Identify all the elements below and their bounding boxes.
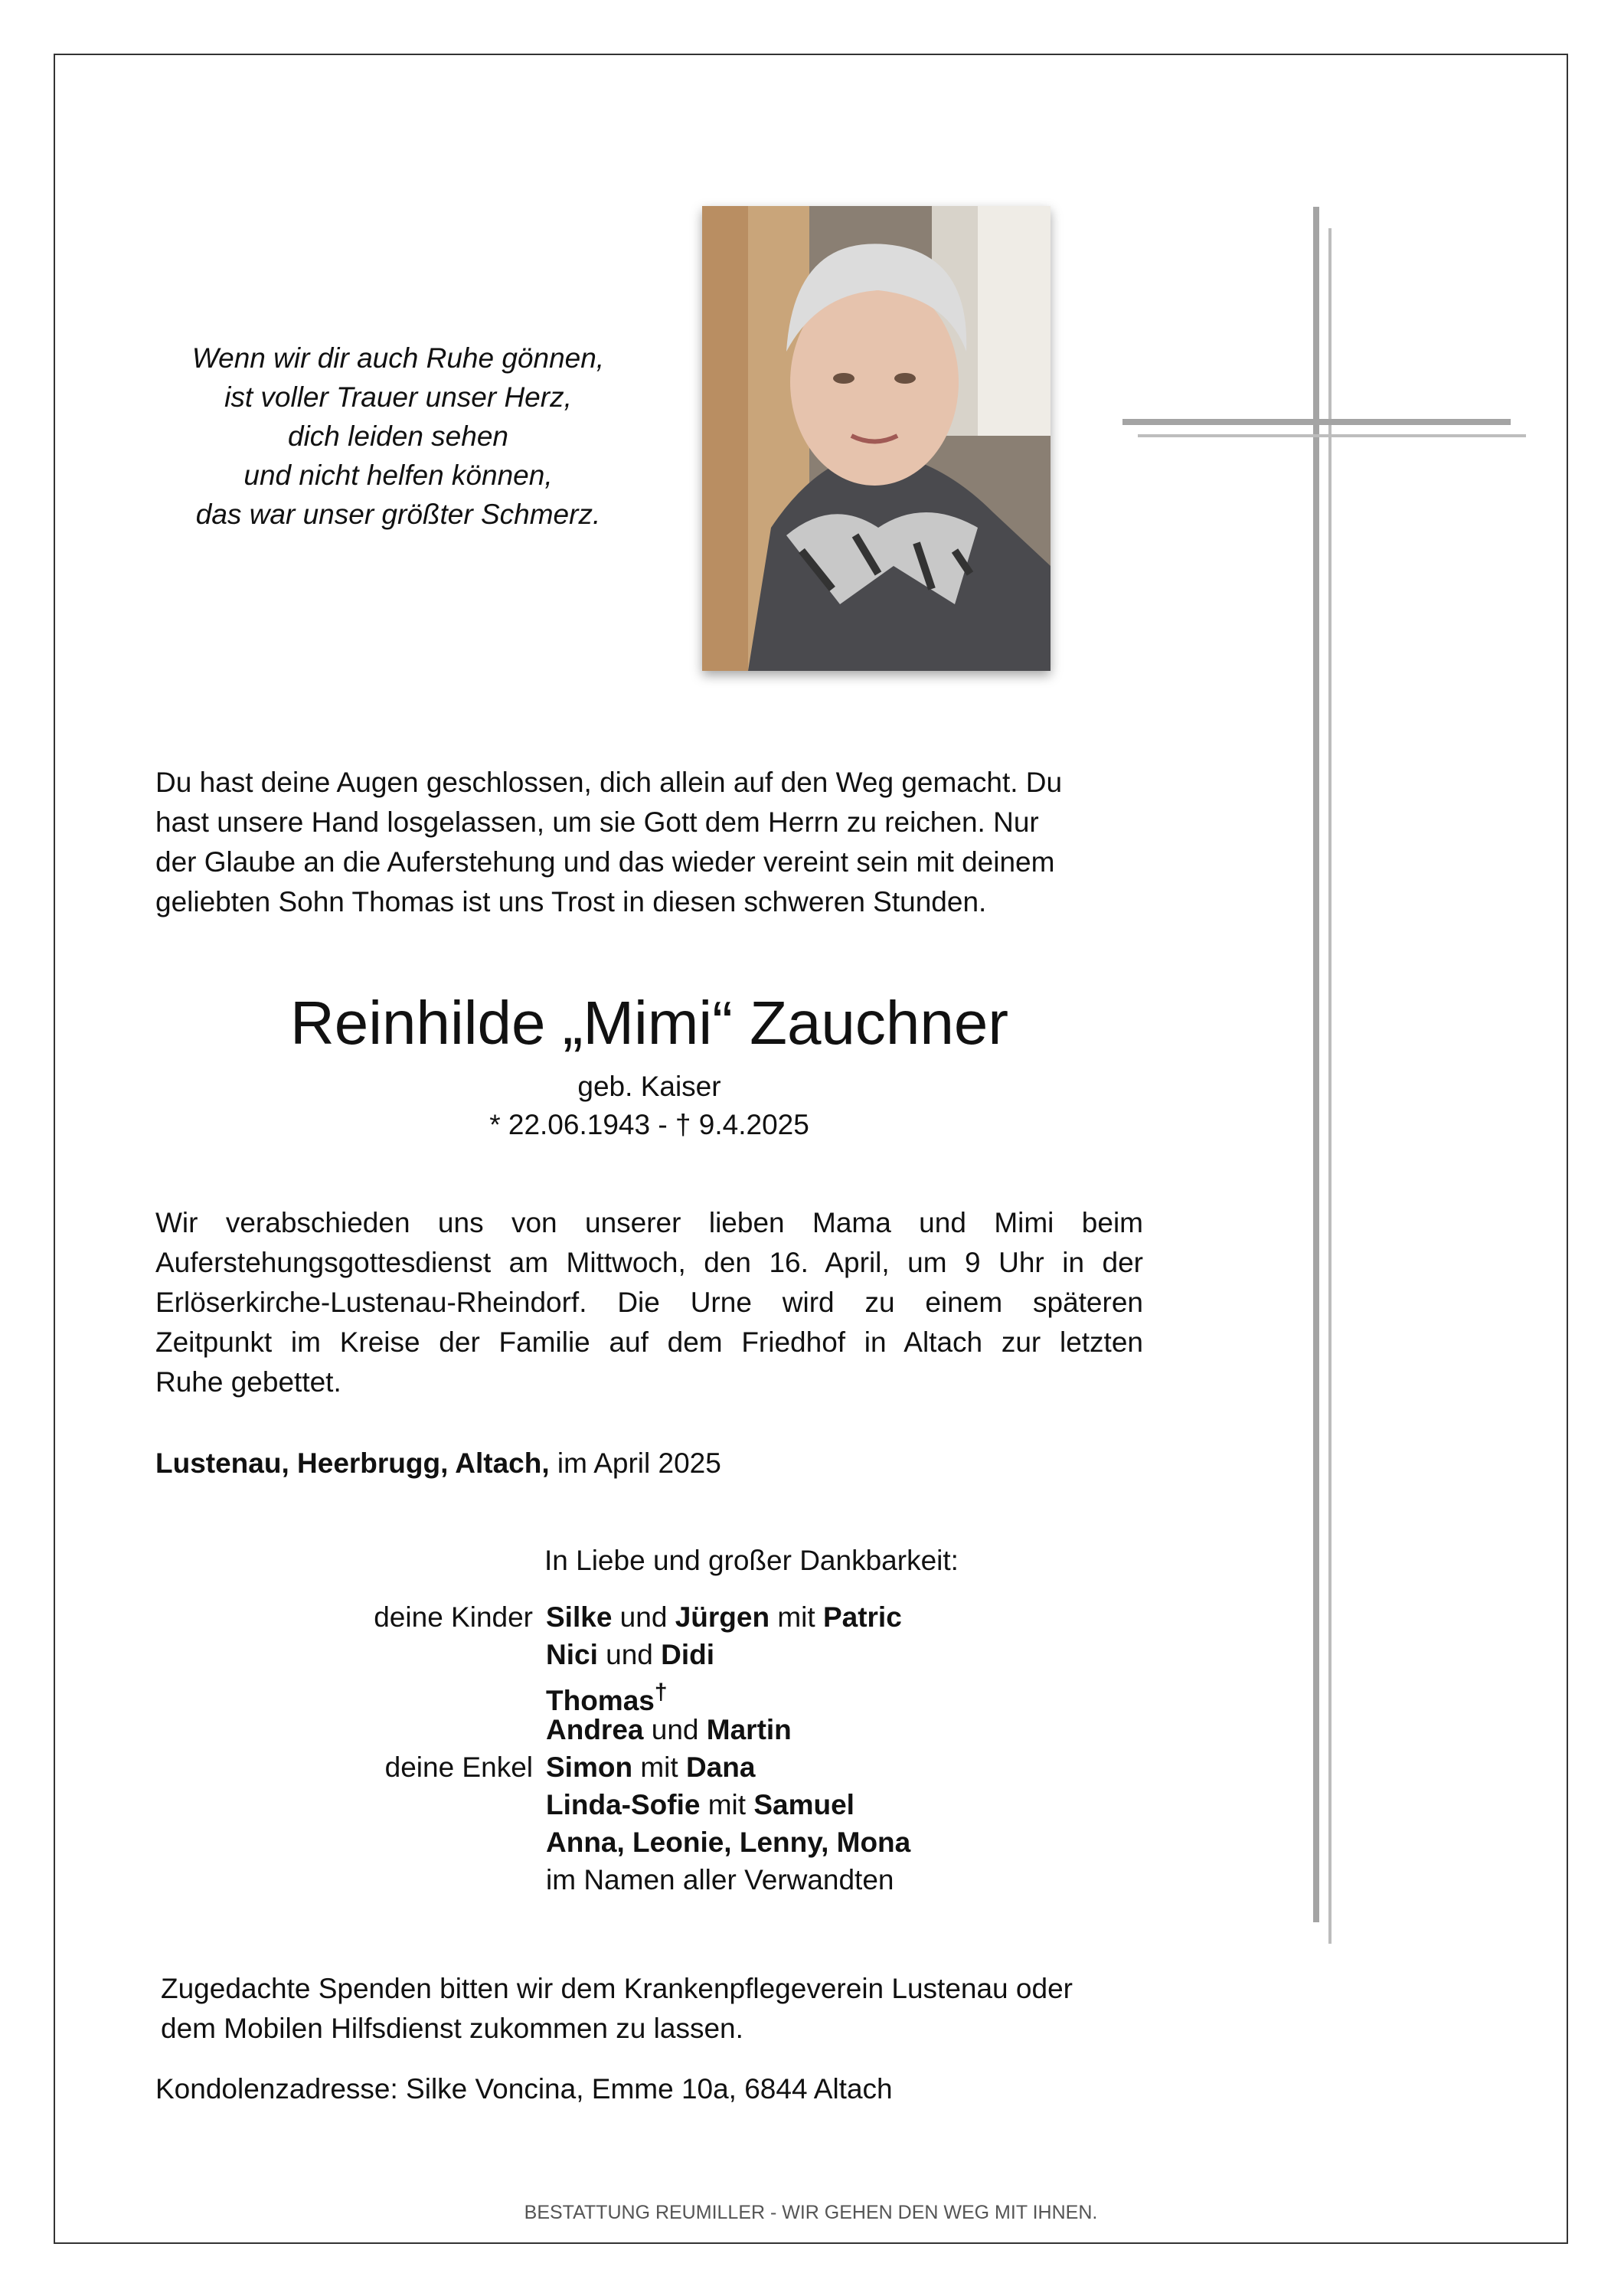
poem-line: dich leiden sehen <box>288 420 508 452</box>
family-name: Jürgen <box>675 1601 770 1633</box>
life-dates: * 22.06.1943 - † 9.4.2025 <box>489 1109 809 1140</box>
cross-vertical-bar <box>1313 207 1319 1922</box>
intro-paragraph <box>155 763 1143 922</box>
family-name: Dana <box>685 1751 756 1783</box>
birth-name: geb. Kaiser <box>577 1071 721 1102</box>
family-name: Anna, Leonie, Lenny, Mona <box>546 1827 911 1858</box>
family-connector: und <box>597 1639 662 1670</box>
family-name: Linda-Sofie <box>546 1789 701 1820</box>
place-date: im April 2025 <box>549 1447 721 1479</box>
family-connector: und <box>612 1601 675 1633</box>
family-name: Silke <box>546 1601 613 1633</box>
family-name: Samuel <box>753 1789 854 1820</box>
family-name: Patric <box>822 1601 902 1633</box>
family-name: Martin <box>706 1714 792 1745</box>
family-line <box>546 1711 792 1748</box>
poem-line: das war unser größter Schmerz. <box>195 499 601 530</box>
donations-line: Zugedachte Spenden bitten wir dem Krankenpflegeverein Lustenau oder <box>161 1973 1073 2004</box>
family-name: Simon <box>546 1751 633 1783</box>
poem-line: ist voller Trauer unser Herz, <box>224 381 572 413</box>
family-name: Nici <box>546 1639 598 1670</box>
farewell-line: Wir verabschieden uns von unserer lieben Mama und Mimi beim <box>155 1207 1143 1238</box>
family-line <box>546 1786 854 1823</box>
cross-vertical-shadow <box>1328 228 1332 1944</box>
family-name: Didi <box>661 1639 715 1670</box>
thanks-line: In Liebe und großer Dankbarkeit: <box>544 1545 959 1576</box>
intro-line: hast unsere Hand losgelassen, um sie Gott dem Herrn zu reichen. Nur <box>155 806 1039 838</box>
farewell-line: Ruhe gebettet. <box>155 1366 341 1398</box>
farewell-line: Zeitpunkt im Kreise der Familie auf dem Friedhof in Altach zur letzten <box>155 1326 1143 1358</box>
condolence-address: Kondolenzadresse: Silke Voncina, Emme 10a, 6844 Altach <box>155 2073 893 2105</box>
intro-line: der Glaube an die Auferstehung und das wieder vereint sein mit deinem <box>155 846 1055 878</box>
cross-horizontal-bar <box>1122 419 1511 425</box>
place-and-date <box>155 1444 721 1483</box>
cross-horizontal-shadow <box>1138 434 1526 437</box>
children-label: deine Kinder <box>374 1601 533 1633</box>
grandchildren-label: deine Enkel <box>384 1751 533 1783</box>
donations-note <box>161 1969 1073 2049</box>
donations-line: dem Mobilen Hilfsdienst zukommen zu lassen. <box>161 2013 743 2044</box>
poem-line: Wenn wir dir auch Ruhe gönnen, <box>191 342 605 374</box>
family-connector: mit <box>700 1789 754 1820</box>
farewell-paragraph <box>155 1203 1143 1402</box>
portrait-photo <box>702 206 1051 671</box>
family-line <box>546 1636 714 1673</box>
family-line <box>546 1823 910 1861</box>
intro-line: geliebten Sohn Thomas ist uns Trost in diesen schweren Stunden. <box>155 886 987 917</box>
dagger-icon: † <box>654 1679 668 1705</box>
intro-line: Du hast deine Augen geschlossen, dich allein auf den Weg gemacht. Du <box>155 767 1063 798</box>
poem-line: und nicht helfen können, <box>243 460 553 491</box>
place-towns: Lustenau, Heerbrugg, Altach, <box>155 1447 550 1479</box>
family-connector: mit <box>770 1601 823 1633</box>
family-line <box>546 1861 894 1899</box>
family-connector: und <box>643 1714 707 1745</box>
family-connector: mit <box>632 1751 686 1783</box>
footer-funeral-home: BESTATTUNG REUMILLER - WIR GEHEN DEN WEG MIT IHNEN. <box>524 2202 1098 2223</box>
farewell-line: Auferstehungsgottesdienst am Mittwoch, den 16. April, um 9 Uhr in der <box>155 1247 1143 1278</box>
family-line <box>546 1748 755 1786</box>
family-line <box>546 1598 902 1636</box>
deceased-name: Reinhilde „Mimi“ Zauchner <box>289 989 1009 1057</box>
memorial-poem <box>138 339 658 534</box>
family-name: Andrea <box>546 1714 644 1745</box>
relatives-note: im Namen aller Verwandten <box>546 1864 894 1895</box>
family-name: Thomas <box>546 1685 655 1716</box>
farewell-line: Erlöserkirche-Lustenau-Rheindorf. Die Urne wird zu einem späteren <box>155 1287 1143 1318</box>
